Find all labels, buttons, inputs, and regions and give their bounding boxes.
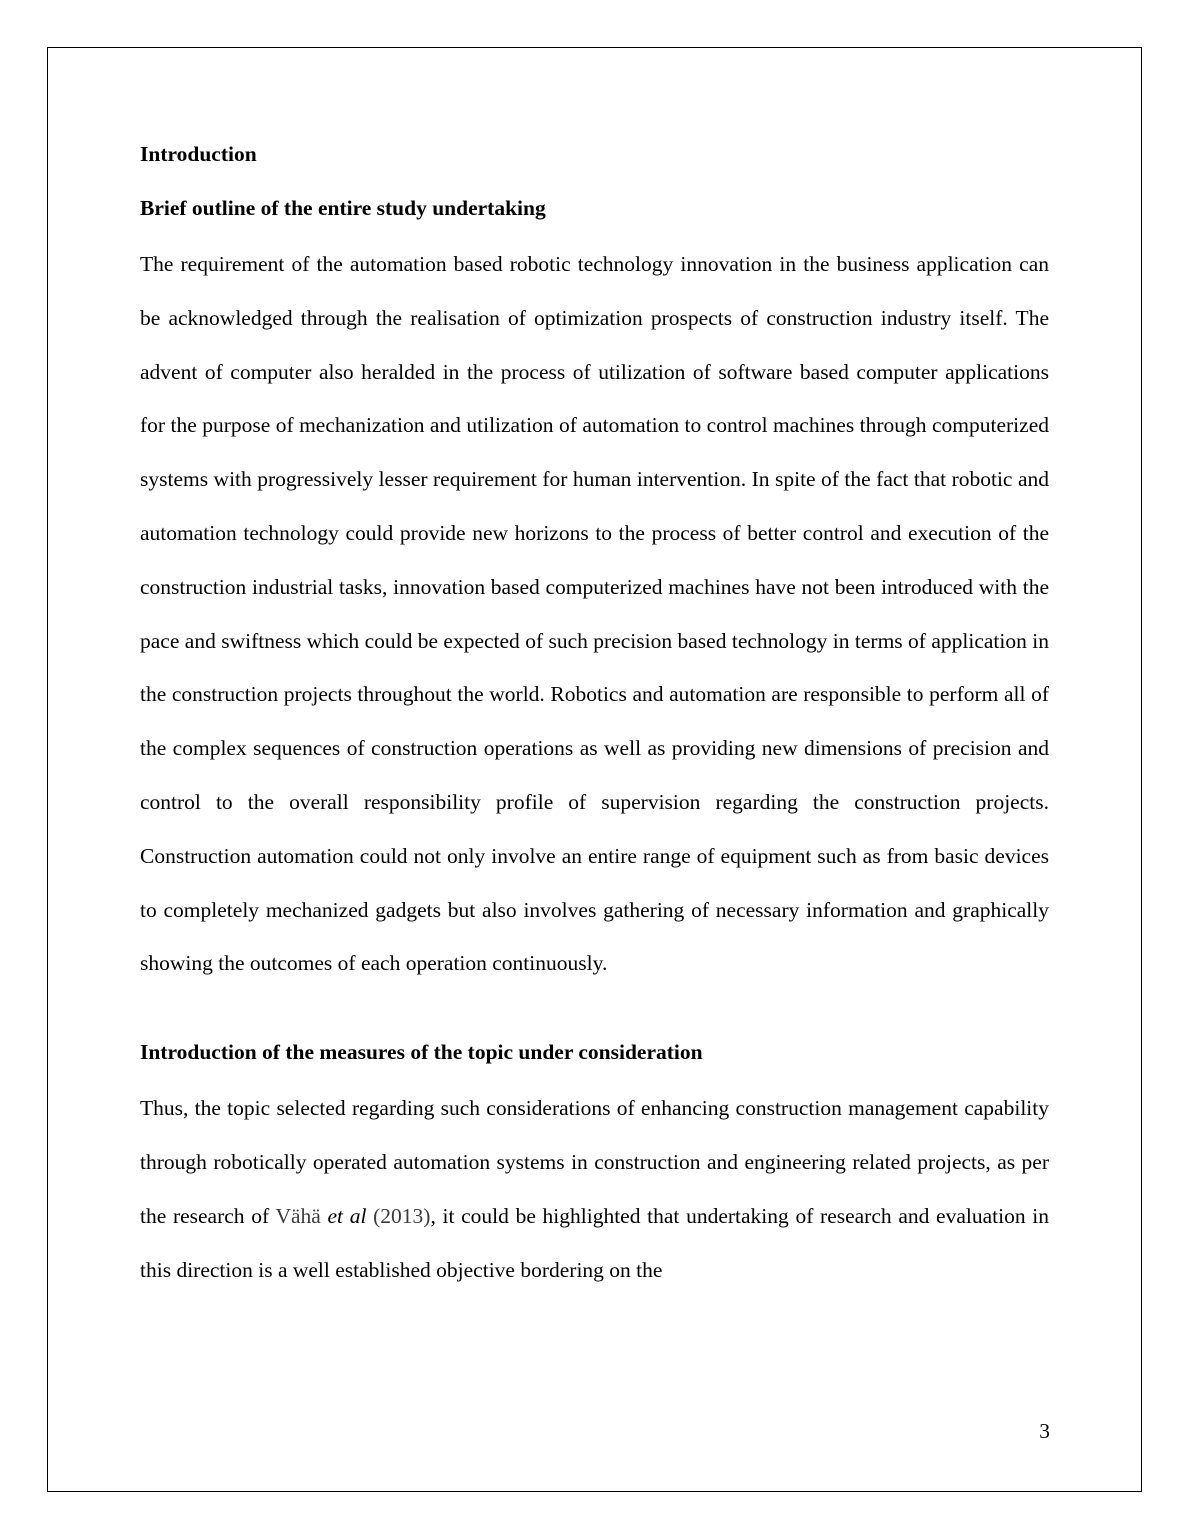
page-number: 3 (1039, 1419, 1050, 1443)
heading-study-outline: Brief outline of the entire study undertaking (140, 196, 546, 220)
citation-author: Vähä (275, 1203, 321, 1228)
citation-year: (2013) (373, 1203, 431, 1228)
paragraph-measures (140, 1082, 1049, 1297)
heading-introduction: Introduction (140, 142, 257, 166)
paragraph-measures-text-end: , it could be highlighted that undertaking of research and evaluation in this direction is a well established objective bordering on the (140, 1203, 1049, 1282)
paragraph-measures-text-start: Thus, the topic selected regarding such considerations of enhancing construction management capability through robotically operated automation systems in construction and engineering related projects, as per the research of (140, 1096, 1049, 1228)
paragraph-study-outline: The requirement of the automation based robotic technology innovation in the business application can be acknowledged through the realisation of optimization prospects of construction industry itself. The advent of computer also heralded in the process of utilization of software based computer applications for the purpose of mechanization and utilization of automation to control machines through computerized systems with progressively lesser requirement for human intervention. In spite of the fact that robotic and automation technology could provide new horizons to the process of better control and execution of the construction industrial tasks, innovation based computerized machines have not been introduced with the pace and swiftness which could be expected of such precision based technology in terms of application in the construction projects throughout the world. Robotics and automation are responsible to perform all of the complex sequences of construction operations as well as providing new dimensions of precision and control to the overall responsibility profile of supervision regarding the construction projects. Construction automation could not only involve an entire range of equipment such as from basic devices to completely mechanized gadgets but also involves gathering of necessary information and graphically showing the outcomes of each operation continuously. (140, 252, 1049, 976)
heading-measures: Introduction of the measures of the topic under consideration (140, 1040, 703, 1065)
document-body (140, 139, 1049, 1297)
citation-et-al: et al (327, 1203, 367, 1228)
